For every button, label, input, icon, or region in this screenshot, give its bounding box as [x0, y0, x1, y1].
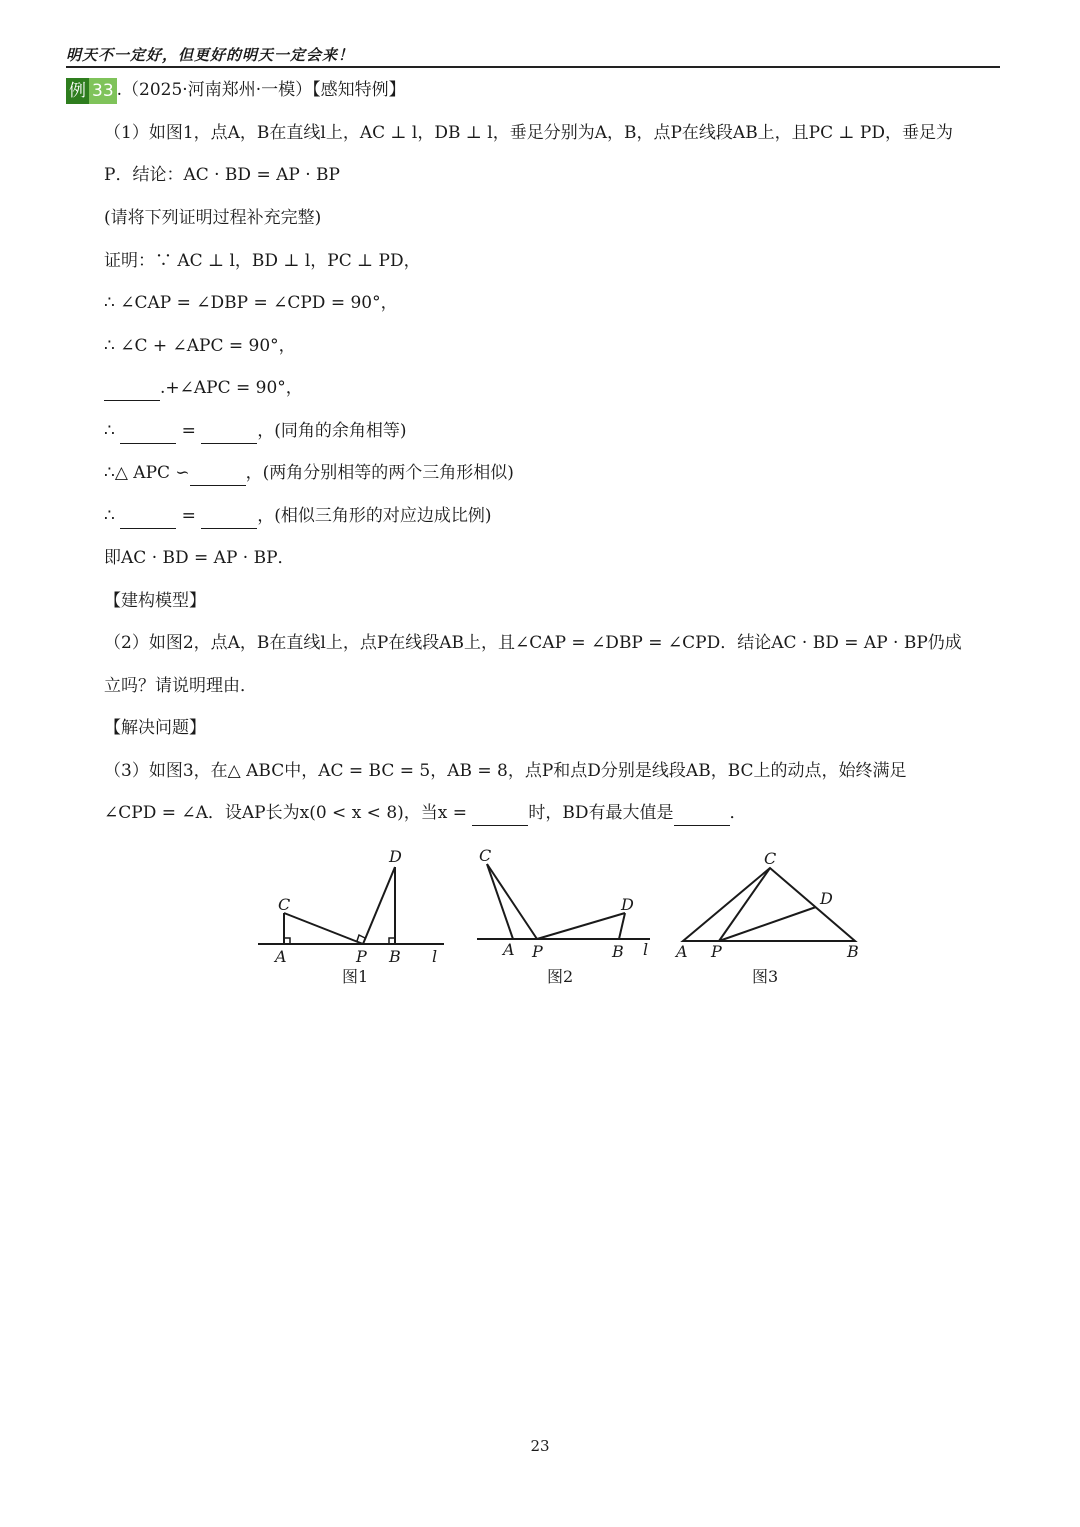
fig3-label-b: B	[847, 942, 859, 961]
proof-line-1: 证明：∵ AC ⊥ l，BD ⊥ l，PC ⊥ PD，	[104, 251, 421, 271]
proof-line-6-pre: ∴△ APC ∽	[104, 463, 190, 483]
proof-line-6-post: ，(两角分别相等的两个三角形相似)	[245, 463, 514, 483]
fig3-label-d: D	[820, 889, 833, 908]
section-title-model: 【建构模型】	[104, 591, 206, 611]
proof-conclusion: 即AC · BD = AP · BP．	[104, 548, 295, 568]
fig3-label-p: P	[711, 942, 722, 961]
proof-prompt: (请将下列证明过程补充完整)	[104, 208, 322, 228]
page-header-motto: 明天不一定好，但更好的明天一定会来！	[66, 44, 1000, 68]
proof-line-7-pre: ∴	[104, 506, 121, 526]
fig1-label-c: C	[278, 895, 291, 914]
fig2-segment-cp	[487, 864, 537, 939]
part3-line2-post: ．	[729, 803, 747, 823]
proof-line-3: ∴ ∠C + ∠APC = 90°，	[104, 336, 296, 356]
part3-line1: （3）如图3，在△ ABC中，AC = BC = 5，AB = 8，点P和点D分别是线段AB，BC上的动点，始终满足	[104, 761, 907, 781]
proof-line-5-pre: ∴	[104, 421, 121, 441]
fig2-segment-ca	[487, 864, 513, 939]
fig2-label-d: D	[621, 895, 634, 914]
fig1-label-a: A	[275, 947, 287, 966]
fig3-label-c: C	[764, 849, 777, 868]
proof-line-5-post: ，(同角的余角相等)	[257, 421, 407, 441]
proof-line-4-text: .+∠APC = 90°，	[160, 378, 303, 398]
section-title-solve: 【解决问题】	[104, 718, 206, 738]
fig2-label-b: B	[612, 942, 624, 961]
fig1-segment-cp	[284, 913, 363, 944]
fig2-label-c: C	[479, 846, 492, 865]
fig1-segment-dp	[363, 867, 395, 944]
fig2-segment-pd	[537, 913, 625, 939]
fig2-label-a: A	[503, 940, 515, 959]
part3-line2-mid: 时，BD有最大值是	[528, 803, 674, 823]
fig2-label-p: P	[532, 942, 543, 961]
proof-line-7-mid: =	[176, 506, 202, 526]
fig2-label-l: l	[643, 940, 649, 959]
part1-line1: （1）如图1，点A，B在直线l上，AC ⊥ l，DB ⊥ l，垂足分别为A，B，点P在线段AB上，且PC ⊥ PD，垂足为	[104, 123, 953, 143]
part3-line2-pre: ∠CPD = ∠A．设AP长为x(0 < x < 8)，当x =	[104, 803, 473, 823]
part2-line2: 立吗？请说明理由．	[104, 676, 257, 696]
fig3-caption: 图3	[752, 967, 779, 986]
fig2-segment-db	[619, 913, 625, 939]
fig1-caption: 图1	[342, 967, 369, 986]
page-number: 23	[530, 1437, 550, 1455]
fig3-segment-pd	[719, 907, 816, 941]
proof-line-5-mid: =	[176, 421, 202, 441]
problem-title: .（2025·河南郑州·一模）【感知特例】	[116, 80, 406, 100]
fig1-label-b: B	[389, 947, 401, 966]
fig2-caption: 图2	[547, 967, 574, 986]
badge-number: 33	[89, 78, 117, 104]
badge-char: 例	[66, 78, 89, 104]
fig1-label-p: P	[356, 947, 367, 966]
fig1-label-d: D	[389, 847, 402, 866]
fig3-label-a: A	[676, 942, 688, 961]
proof-line-7-post: ，(相似三角形的对应边成比例)	[257, 506, 492, 526]
part2-line1: （2）如图2，点A，B在直线l上，点P在线段AB上，且∠CAP = ∠DBP = ∠CPD．结论AC · BD = AP · BP仍成	[104, 633, 962, 653]
part1-line2: P．结论：AC · BD = AP · BP	[104, 165, 340, 185]
proof-line-2: ∴ ∠CAP = ∠DBP = ∠CPD = 90°，	[104, 293, 398, 313]
fig1-label-l: l	[432, 947, 438, 966]
